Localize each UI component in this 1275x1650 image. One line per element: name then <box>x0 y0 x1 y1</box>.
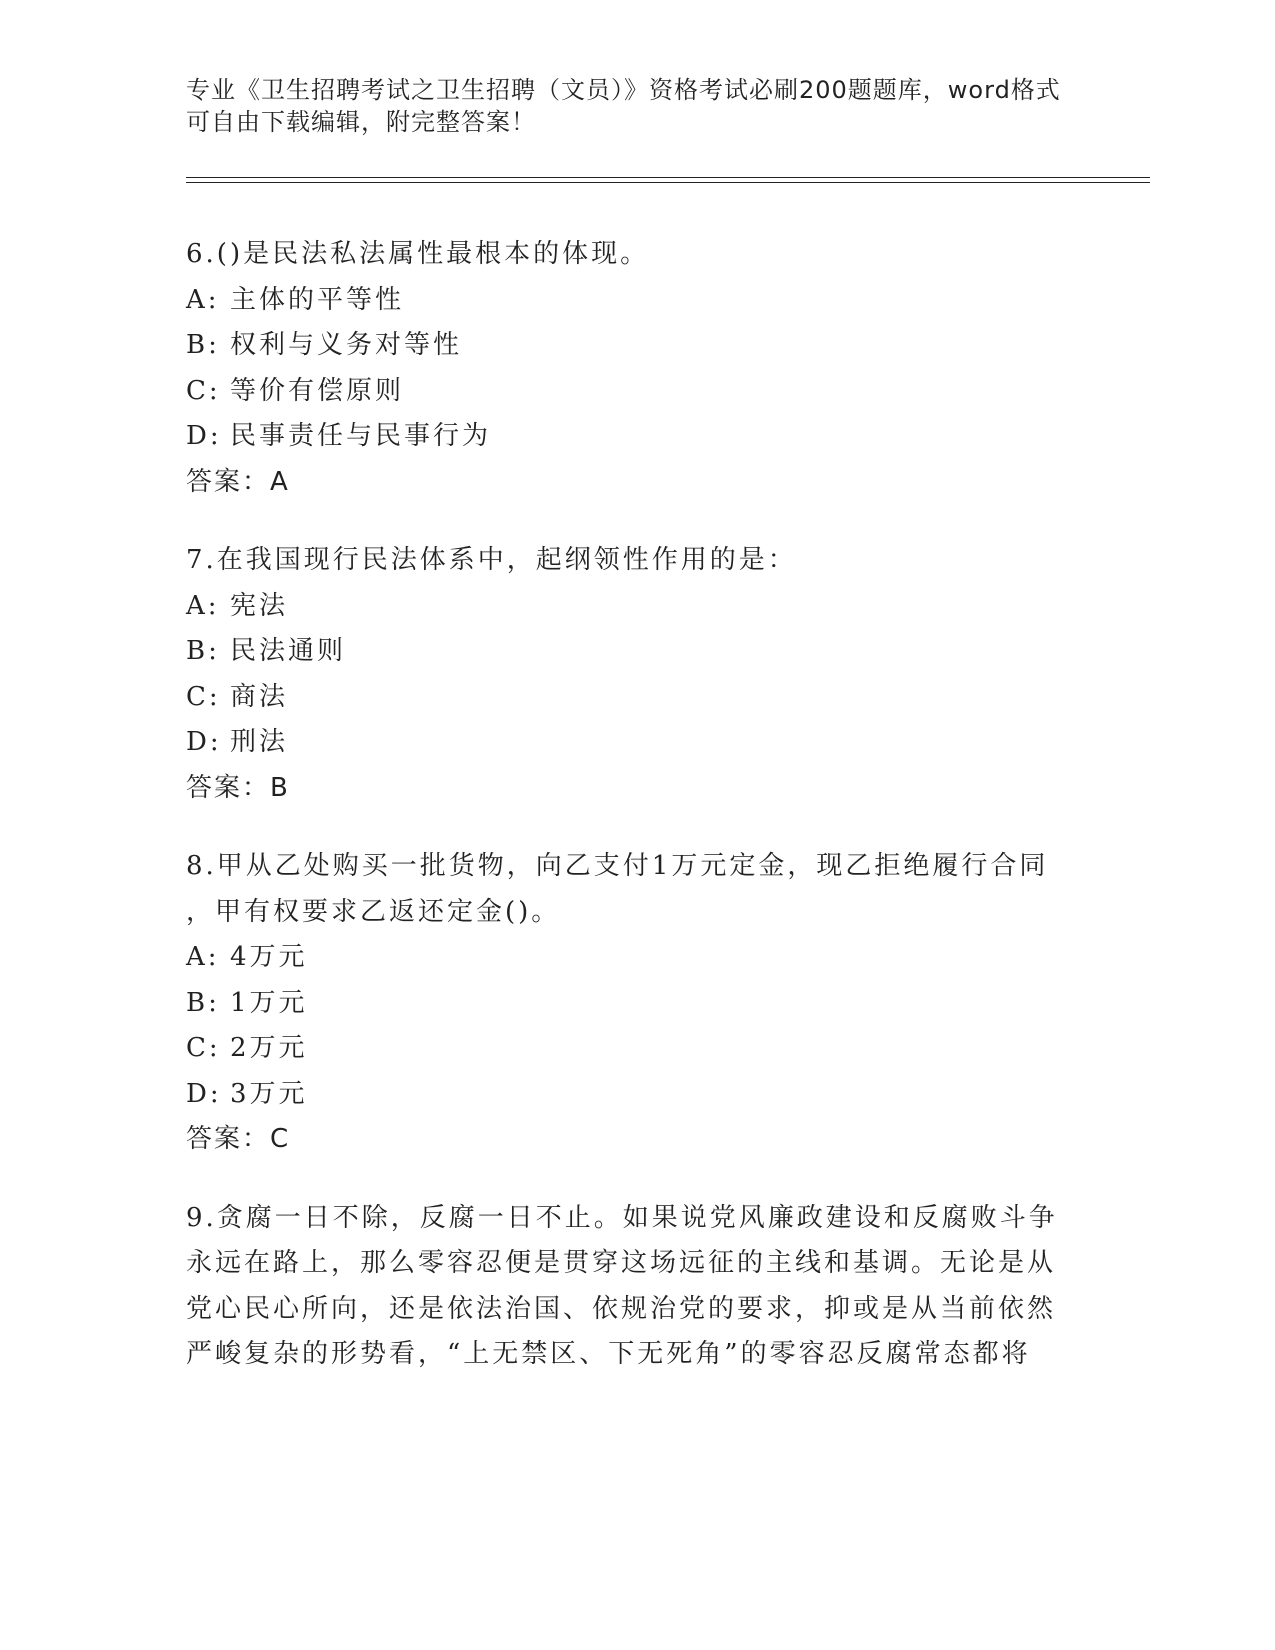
option-c <box>186 1026 1076 1072</box>
option-text: 民事责任与民事行为 <box>230 421 492 451</box>
option-letter: B: <box>186 987 220 1018</box>
option-letter: D: <box>186 1078 222 1109</box>
question-stem: 6.()是民法私法属性最根本的体现。 <box>186 239 650 269</box>
option-text: 商法 <box>230 681 289 712</box>
option-text: 2万元 <box>230 1033 308 1063</box>
option-text: 刑法 <box>230 727 289 757</box>
question-8 <box>186 844 1076 1163</box>
question-stem: 9.贪腐一日不除，反腐一日不止。如果说党风廉政建设和反腐败斗争 <box>186 1202 1058 1233</box>
question-7 <box>186 538 1076 811</box>
header-divider-top <box>186 177 1150 178</box>
header-title-line-1: 专业《卫生招聘考试之卫生招聘（文员）》资格考试必刷200题题库，word格式 <box>186 76 1061 104</box>
option-text: 1万元 <box>230 987 308 1018</box>
option-letter: A: <box>186 590 220 621</box>
option-text: 4万元 <box>230 942 308 972</box>
answer-label: 答案：C <box>186 1124 291 1154</box>
option-letter: D: <box>186 727 222 757</box>
option-d <box>186 720 1076 766</box>
question-stem-continued: 党心民心所向，还是依法治国、依规治党的要求，抑或是从当前依然 <box>186 1293 1057 1324</box>
option-letter: C: <box>186 681 221 712</box>
option-b <box>186 629 1076 675</box>
option-c <box>186 369 1076 415</box>
option-d <box>186 1072 1076 1118</box>
option-a <box>186 278 1076 324</box>
option-letter: D: <box>186 421 222 451</box>
question-stem: 8.甲从乙处购买一批货物，向乙支付1万元定金，现乙拒绝履行合同 <box>186 851 1049 881</box>
option-letter: C: <box>186 375 221 406</box>
option-text: 权利与义务对等性 <box>230 330 463 360</box>
question-6 <box>186 232 1076 505</box>
option-letter: A: <box>186 942 220 972</box>
option-d <box>186 414 1076 460</box>
option-letter: B: <box>186 330 220 360</box>
question-stem: 7.在我国现行民法体系中，起纲领性作用的是： <box>186 545 797 575</box>
option-text: 宪法 <box>230 590 289 621</box>
header-title-line-2: 可自由下载编辑，附完整答案！ <box>186 108 536 136</box>
option-letter: B: <box>186 636 220 666</box>
question-list <box>186 232 1076 1411</box>
question-stem-continued: 永远在路上，那么零容忍便是贯穿这场远征的主线和基调。无论是从 <box>186 1248 1057 1278</box>
option-b <box>186 323 1076 369</box>
option-a <box>186 935 1076 981</box>
option-letter: C: <box>186 1033 221 1063</box>
answer-label: 答案：A <box>186 466 290 497</box>
answer-label: 答案：B <box>186 772 290 803</box>
option-text: 等价有偿原则 <box>230 375 405 406</box>
header-divider-bottom <box>186 182 1150 183</box>
option-text: 民法通则 <box>230 636 347 666</box>
option-b <box>186 981 1076 1027</box>
option-text: 3万元 <box>230 1078 308 1109</box>
document-header <box>186 74 1066 138</box>
question-stem-continued: ，甲有权要求乙返还定金()。 <box>186 896 561 927</box>
question-9 <box>186 1196 1076 1378</box>
option-letter: A: <box>186 284 220 315</box>
option-a <box>186 584 1076 630</box>
option-c <box>186 675 1076 721</box>
option-text: 主体的平等性 <box>230 284 405 315</box>
question-stem-continued: 严峻复杂的形势看，“上无禁区、下无死角”的零容忍反腐常态都将 <box>186 1339 1031 1369</box>
